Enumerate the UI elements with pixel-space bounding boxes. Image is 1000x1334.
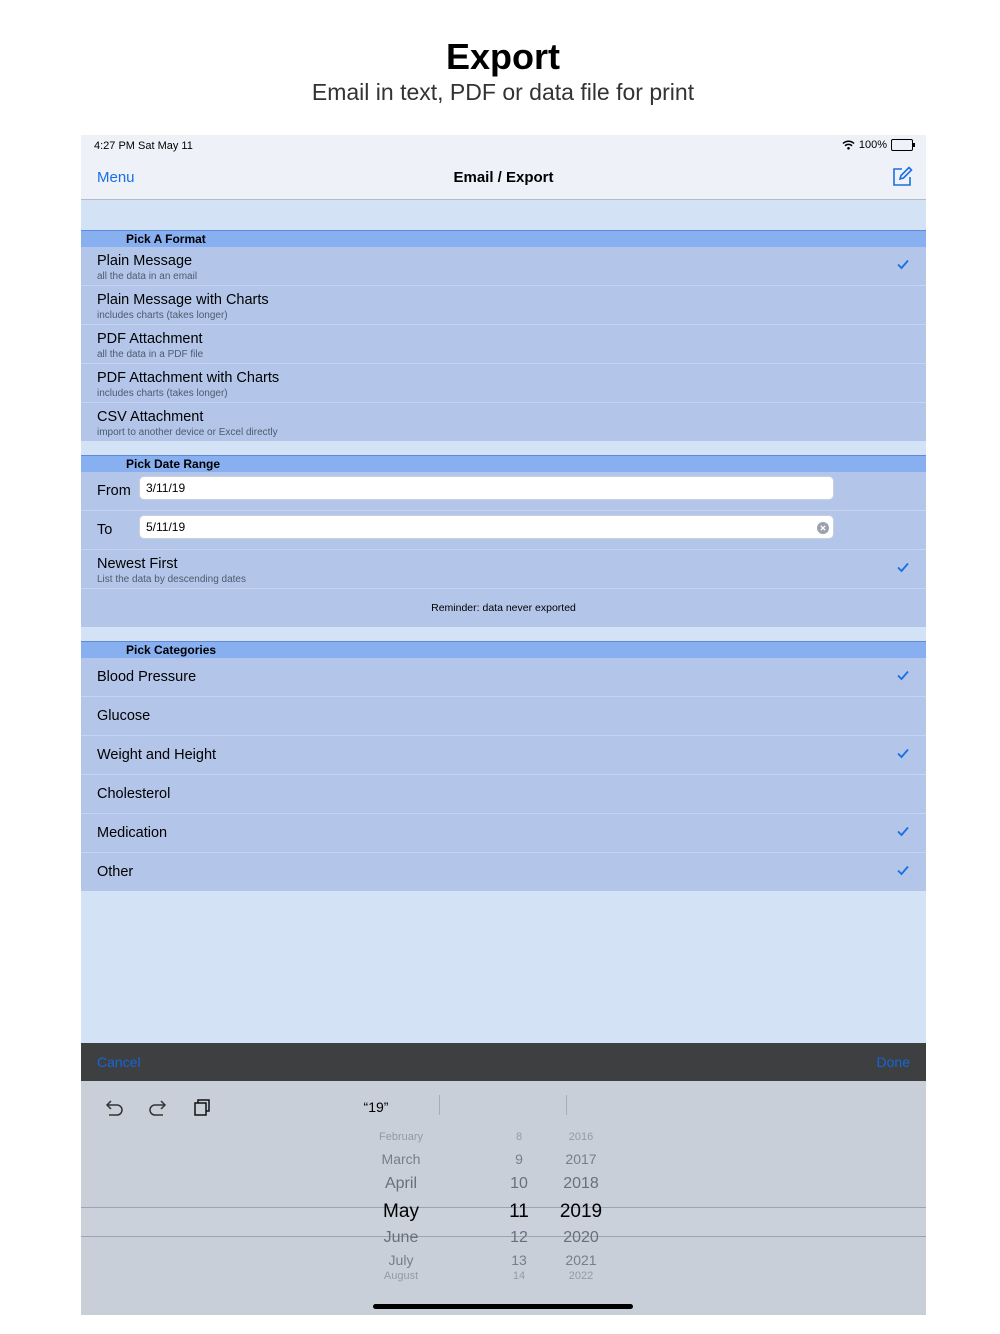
picker-month-item[interactable]: July [388,1252,414,1268]
option-subtitle: includes charts (takes longer) [97,388,228,399]
to-row [81,511,926,550]
home-indicator[interactable] [373,1304,633,1309]
categories-list [81,658,926,891]
picker-month-item[interactable]: June [383,1229,419,1246]
category-label: Weight and Height [97,747,217,763]
format-list [81,247,926,441]
autocomplete-suggestion[interactable]: “19” [363,1099,389,1115]
date-range-list [81,472,926,627]
categories-section-header [81,641,926,658]
format-option-pdf[interactable] [81,325,926,364]
category-medication[interactable] [81,814,926,853]
checkmark-icon [896,824,910,838]
format-section-header [81,230,926,247]
status-right [842,139,913,151]
category-label: Medication [97,825,168,841]
undo-icon[interactable] [103,1096,125,1118]
picker-toolbar [81,1043,926,1081]
battery-percent: 100% [858,139,887,151]
picker-year-item[interactable]: 2017 [565,1151,597,1167]
picker-day-item[interactable]: 10 [510,1175,528,1192]
reminder-row [81,589,926,627]
option-title: PDF Attachment [97,331,203,347]
category-other[interactable] [81,853,926,891]
to-date-field[interactable] [139,515,834,539]
from-date-field[interactable] [139,476,834,500]
picker-month-item[interactable]: April [384,1175,417,1192]
promo-subtitle: Email in text, PDF or data file for print [311,79,695,105]
checkmark-icon [896,668,910,682]
option-subtitle: all the data in a PDF file [97,349,204,360]
category-blood-pressure[interactable] [81,658,926,697]
picker-month-item[interactable]: May [383,1201,419,1222]
date-section-title: Pick Date Range [126,457,221,471]
format-section-title: Pick A Format [126,232,206,246]
paste-icon[interactable] [191,1096,213,1118]
reminder-text: Reminder: data never exported [431,602,576,614]
newest-first-row[interactable] [81,550,926,589]
picker-year-item[interactable]: 2020 [563,1229,599,1246]
compose-icon[interactable] [890,165,914,189]
picker-month-item[interactable]: March [381,1151,421,1167]
picker-year-item[interactable]: 2021 [565,1252,597,1268]
picker-month-item[interactable]: August [383,1270,419,1282]
checkmark-icon [896,863,910,877]
option-title: CSV Attachment [97,409,204,425]
format-option-plain-message[interactable] [81,247,926,286]
picker-day-item[interactable]: 14 [512,1270,526,1282]
checkmark-icon [896,746,910,760]
picker-year-item[interactable]: 2018 [563,1175,599,1192]
page-title: Email / Export [453,169,554,186]
picker-day-item[interactable]: 13 [511,1252,527,1268]
picker-day-item[interactable]: 12 [510,1229,528,1246]
from-row [81,472,926,511]
done-button[interactable]: Done [876,1054,910,1070]
picker-day-item[interactable]: 8 [515,1131,523,1143]
option-subtitle: includes charts (takes longer) [97,310,228,321]
wifi-icon [842,140,855,150]
picker-day-item[interactable]: 9 [515,1151,523,1167]
clear-icon[interactable] [817,522,829,534]
from-label: From [97,483,131,499]
cancel-button[interactable]: Cancel [97,1054,141,1070]
option-title: PDF Attachment with Charts [97,370,280,386]
menu-button[interactable]: Menu [97,169,135,186]
date-section-header [81,455,926,472]
category-label: Blood Pressure [97,669,197,685]
picker-month-item[interactable]: February [378,1131,424,1143]
option-title: Newest First [97,556,178,572]
option-subtitle: import to another device or Excel directly [97,427,278,438]
category-weight-height[interactable] [81,736,926,775]
to-label: To [97,522,113,538]
redo-icon[interactable] [147,1096,169,1118]
option-title: Plain Message with Charts [97,292,269,308]
nav-bar [81,157,926,200]
category-cholesterol[interactable] [81,775,926,814]
device-screen [81,135,926,1315]
format-option-plain-message-charts[interactable] [81,286,926,325]
format-option-csv[interactable] [81,403,926,441]
status-bar [81,135,926,157]
category-label: Cholesterol [97,786,171,802]
option-title: Plain Message [97,253,193,269]
input-view [81,1081,926,1315]
option-subtitle: List the data by descending dates [97,574,246,585]
category-glucose[interactable] [81,697,926,736]
categories-section-title: Pick Categories [126,643,217,657]
picker-year-item[interactable]: 2022 [568,1270,594,1282]
picker-day-item[interactable]: 11 [509,1201,529,1222]
category-label: Glucose [97,708,151,724]
suggestion-divider [566,1095,567,1115]
status-time: 4:27 PM Sat May 11 [94,140,193,152]
checkmark-icon [896,560,910,574]
category-label: Other [97,864,134,880]
promo-title: Export [445,36,560,77]
format-option-pdf-charts[interactable] [81,364,926,403]
battery-icon [891,139,913,151]
picker-year-item[interactable]: 2016 [568,1131,594,1143]
picker-year-item[interactable]: 2019 [559,1201,603,1222]
option-subtitle: all the data in an email [97,271,198,282]
suggestion-divider [439,1095,440,1115]
checkmark-icon [896,257,910,271]
date-picker[interactable] [81,1131,926,1309]
